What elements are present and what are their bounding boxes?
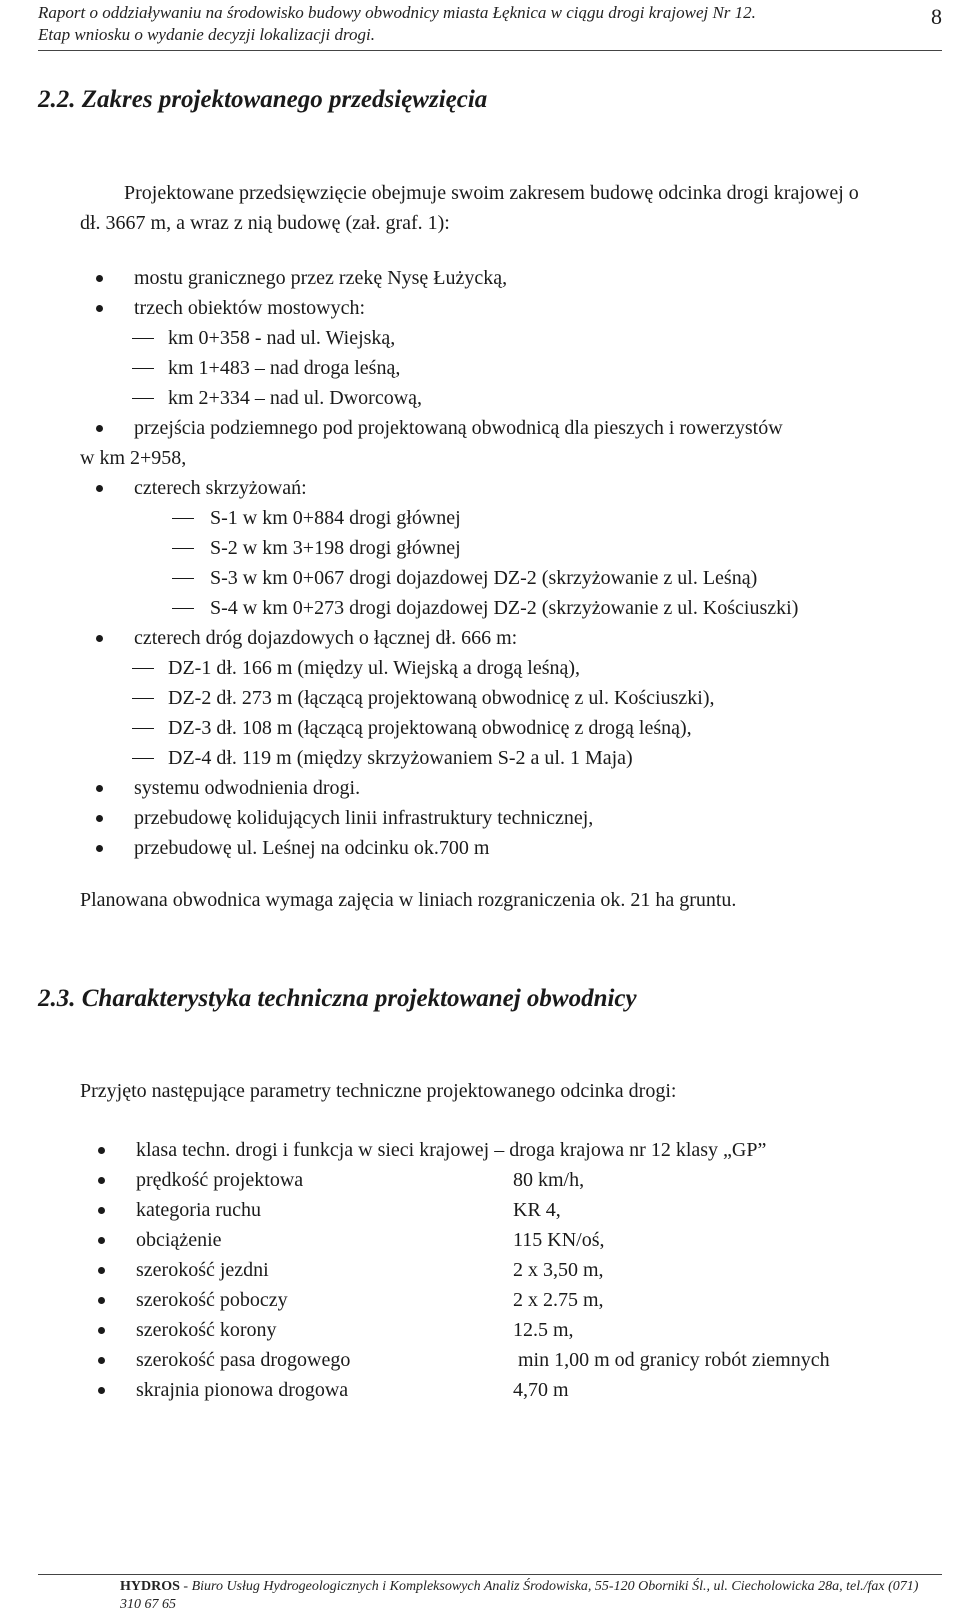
- scope-subitem: S-1 w km 0+884 drogi głównej: [38, 503, 934, 533]
- running-header: [38, 2, 918, 46]
- parameter-name: szerokość korony: [136, 1319, 277, 1341]
- parameter-name: obciążenie: [136, 1229, 222, 1251]
- parameter-value: 4,70 m: [513, 1379, 569, 1401]
- parameter-name: klasa techn. drogi i funkcja w sieci krajowej – droga krajowa nr 12 klasy „GP”: [136, 1139, 767, 1161]
- footer-brand: HYDROS: [120, 1579, 180, 1594]
- scope-subitem: S-2 w km 3+198 drogi głównej: [38, 533, 934, 563]
- scope-subitem: S-3 w km 0+067 drogi dojazdowej DZ-2 (skrzyżowanie z ul. Leśną): [38, 563, 934, 593]
- parameter-value: 12.5 m,: [513, 1319, 574, 1341]
- parameter-name: szerokość pasa drogowego: [136, 1349, 351, 1371]
- scope-item-text: przejścia podziemnego pod projektowaną obwodnicą dla pieszych i rowerzystów: [134, 417, 783, 439]
- scope-subitem: km 2+334 – nad ul. Dworcową,: [38, 383, 934, 413]
- parameter-value: 2 x 3,50 m,: [513, 1259, 604, 1281]
- parameter-row: [38, 1165, 830, 1195]
- parameter-value: 2 x 2.75 m,: [513, 1289, 604, 1311]
- technical-intro: Przyjęto następujące parametry techniczne projektowanego odcinka drogi:: [80, 1080, 677, 1102]
- scope-intro: Projektowane przedsięwzięcie obejmuje swoim zakresem budowę odcinka drogi krajowej o dł. 3667 m, a wraz z nią budowę (zał. graf. 1):: [80, 182, 859, 234]
- technical-parameters-list: [38, 1135, 830, 1405]
- scope-subitem: DZ-4 dł. 119 m (między skrzyżowaniem S-2 a ul. 1 Maja): [38, 743, 934, 773]
- scope-subitem: DZ-2 dł. 273 m (łączącą projektowaną obwodnicę z ul. Kościuszki),: [38, 683, 934, 713]
- parameter-row: [38, 1315, 830, 1345]
- footer-address: - Biuro Usług Hydrogeologicznych i Kompleksowych Analiz Środowiska, 55-120 Oborniki Śl., ul. Ciecholowicka 28a, tel./fax (071) 310 67 65: [120, 1579, 919, 1612]
- scope-item: [38, 413, 934, 473]
- parameter-row: [38, 1135, 830, 1165]
- parameter-row: [38, 1375, 830, 1405]
- parameter-name: szerokość poboczy: [136, 1289, 288, 1311]
- section-heading-technical: 2.3. Charakterystyka techniczna projektowanej obwodnicy: [38, 985, 637, 1012]
- parameter-name: kategoria ruchu: [136, 1199, 261, 1221]
- land-summary: Planowana obwodnica wymaga zajęcia w liniach rozgraniczenia ok. 21 ha gruntu.: [80, 889, 737, 911]
- scope-subitem: S-4 w km 0+273 drogi dojazdowej DZ-2 (skrzyżowanie z ul. Kościuszki): [38, 593, 934, 623]
- scope-subitem: km 0+358 - nad ul. Wiejską,: [38, 323, 934, 353]
- parameter-value: KR 4,: [513, 1199, 561, 1221]
- scope-item: mostu granicznego przez rzekę Nysę Łużycką,: [38, 263, 934, 293]
- parameter-row: [38, 1255, 830, 1285]
- parameter-row: [38, 1195, 830, 1225]
- scope-item: czterech dróg dojazdowych o łącznej dł. 666 m:: [38, 623, 934, 653]
- parameter-value: min 1,00 m od granicy robót ziemnych: [513, 1349, 830, 1371]
- parameter-name: szerokość jezdni: [136, 1259, 269, 1281]
- parameter-row: [38, 1225, 830, 1255]
- parameter-row: [38, 1285, 830, 1315]
- footer-divider: [38, 1574, 942, 1575]
- parameter-row: [38, 1345, 830, 1375]
- scope-item: systemu odwodnienia drogi.: [38, 773, 934, 803]
- header-title: Raport o oddziaływaniu na środowisko budowy obwodnicy miasta Łęknica w ciągu drogi krajowej Nr 12.: [38, 3, 756, 22]
- parameter-name: prędkość projektowa: [136, 1169, 304, 1191]
- scope-subitem: km 1+483 – nad droga leśną,: [38, 353, 934, 383]
- header-subtitle: Etap wniosku o wydanie decyzji lokalizacji drogi.: [38, 25, 375, 44]
- scope-item: przebudowę ul. Leśnej na odcinku ok.700 m: [38, 833, 934, 863]
- scope-item: przebudowę kolidujących linii infrastruktury technicznej,: [38, 803, 934, 833]
- page-number: 8: [931, 4, 942, 29]
- scope-item-continuation: w km 2+958,: [80, 447, 187, 469]
- scope-item: czterech skrzyżowań:: [38, 473, 934, 503]
- header-divider: [38, 50, 942, 51]
- parameter-value: 80 km/h,: [513, 1169, 585, 1191]
- parameter-name: skrajnia pionowa drogowa: [136, 1379, 349, 1401]
- parameter-value: 115 KN/oś,: [513, 1229, 605, 1251]
- section-heading-scope: 2.2. Zakres projektowanego przedsięwzięcia: [38, 86, 488, 113]
- scope-list: [38, 263, 934, 863]
- footer: [120, 1578, 920, 1614]
- scope-subitem: DZ-3 dł. 108 m (łączącą projektowaną obwodnicę z drogą leśną),: [38, 713, 934, 743]
- scope-subitem: DZ-1 dł. 166 m (między ul. Wiejską a drogą leśną),: [38, 653, 934, 683]
- scope-item: trzech obiektów mostowych:: [38, 293, 934, 323]
